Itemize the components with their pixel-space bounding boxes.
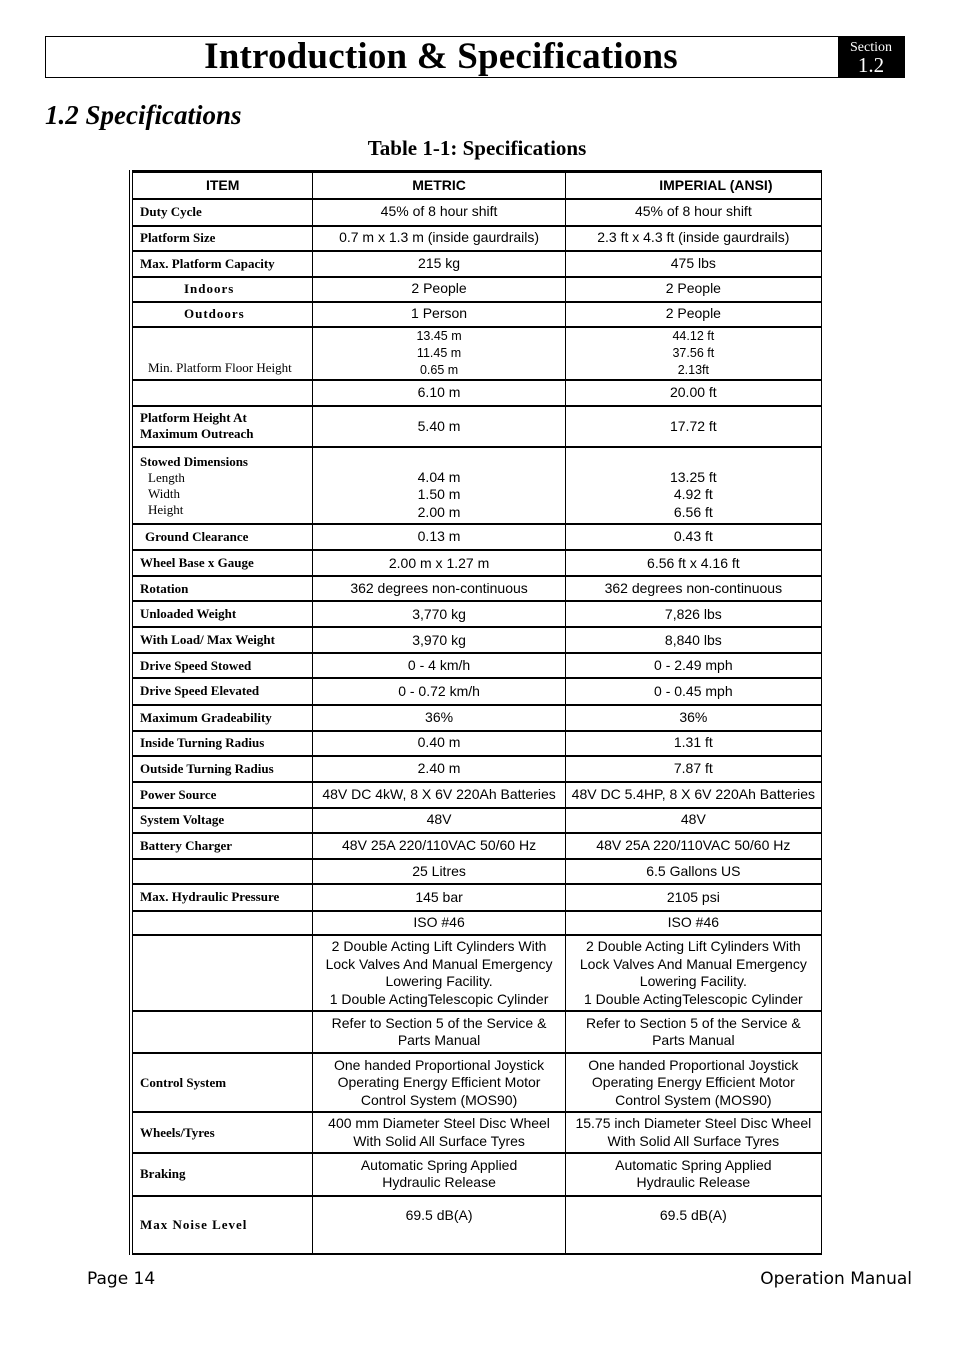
spec-imperial-value: 2.3 ft x 4.3 ft (inside gaurdrails) — [597, 229, 790, 246]
spec-imperial-cell — [565, 808, 821, 833]
spec-item-label: Rotation — [140, 580, 189, 596]
table-row — [131, 859, 822, 884]
spec-imperial-value: 36% — [679, 708, 708, 725]
table-row — [131, 199, 822, 226]
spec-imperial-cell — [565, 251, 821, 277]
spec-item-label: Maximum Outreach — [140, 426, 254, 442]
spec-imperial-value: 475 lbs — [670, 254, 716, 271]
spec-item-label: Stowed Dimensions — [140, 453, 248, 469]
spec-metric-value: Automatic Spring Applied — [360, 1156, 518, 1173]
table-row — [131, 808, 822, 833]
spec-metric-cell — [313, 1011, 565, 1053]
spec-item-cell — [131, 380, 313, 406]
spec-item-label: Unloaded Weight — [140, 606, 237, 622]
spec-metric-value: 11.45 m — [416, 345, 462, 360]
spec-metric-cell — [313, 601, 565, 627]
page-title: Introduction & Specifications — [204, 36, 678, 77]
spec-item-cell — [131, 935, 313, 1011]
spec-metric-value: 0.40 m — [417, 734, 461, 751]
spec-imperial-cell — [565, 576, 821, 601]
spec-item-cell — [131, 859, 313, 884]
spec-imperial-value: Operating Energy Efficient Motor — [591, 1074, 795, 1091]
spec-item-label: Min. Platform Floor Height — [148, 359, 292, 375]
spec-imperial-cell — [565, 1153, 821, 1195]
spec-item-cell — [131, 576, 313, 601]
spec-metric-cell — [313, 782, 565, 808]
spec-item-cell — [131, 678, 313, 704]
spec-metric-value: Refer to Section 5 of the Service & — [331, 1014, 547, 1031]
table-row — [131, 705, 822, 731]
column-header-metric: METRIC — [313, 172, 565, 199]
spec-subitem-label: Height — [148, 501, 184, 517]
spec-metric-cell — [313, 1112, 565, 1153]
spec-imperial-cell — [565, 601, 821, 627]
spec-imperial-value: One handed Proportional Joystick — [588, 1056, 799, 1073]
table-row — [131, 406, 822, 447]
spec-item-cell — [131, 627, 313, 653]
spec-metric-value: 0.65 m — [419, 362, 459, 377]
spec-item-cell — [131, 833, 313, 859]
spec-item-cell — [131, 1153, 313, 1195]
spec-item-cell — [131, 277, 313, 302]
spec-imperial-cell — [565, 447, 821, 524]
section-tag-label: Section — [850, 40, 892, 55]
table-row — [131, 627, 822, 653]
spec-item-cell — [131, 1112, 313, 1153]
spec-metric-cell — [313, 911, 565, 935]
spec-item-cell — [131, 302, 313, 327]
spec-metric-cell — [313, 380, 565, 406]
spec-imperial-cell — [565, 705, 821, 731]
spec-item-cell — [131, 251, 313, 277]
spec-imperial-value: 6.56 ft — [673, 503, 713, 520]
spec-metric-value: 36% — [425, 708, 454, 725]
table-row — [131, 678, 822, 704]
spec-imperial-value: Automatic Spring Applied — [615, 1156, 772, 1173]
spec-metric-value: Control System (MOS90) — [360, 1091, 518, 1108]
table-caption: Table 1-1: Specifications — [367, 136, 587, 160]
spec-metric-value: 0.7 m x 1.3 m (inside gaurdrails) — [339, 229, 540, 246]
spec-item-cell — [131, 911, 313, 935]
spec-item-label: Power Source — [140, 786, 217, 802]
spec-imperial-cell — [565, 1053, 821, 1112]
spec-imperial-value: ISO #46 — [667, 914, 720, 931]
spec-imperial-value: 7,826 lbs — [664, 605, 722, 622]
spec-imperial-cell — [565, 678, 821, 704]
spec-imperial-cell — [565, 226, 821, 251]
spec-metric-value: 1.50 m — [417, 486, 461, 503]
table-row — [131, 550, 822, 576]
spec-metric-cell — [313, 678, 565, 704]
spec-item-label: Wheel Base x Gauge — [140, 555, 254, 571]
table-row — [131, 302, 822, 327]
spec-metric-cell — [313, 705, 565, 731]
spec-imperial-cell — [565, 833, 821, 859]
spec-metric-cell — [313, 884, 565, 911]
spec-metric-cell — [313, 251, 565, 277]
spec-item-label: Outdoors — [184, 306, 245, 322]
spec-item-label: Max Noise Level — [140, 1216, 248, 1232]
spec-imperial-value: 6.5 Gallons US — [646, 862, 741, 879]
spec-metric-value: 1 Person — [411, 305, 468, 322]
table-row — [131, 911, 822, 935]
spec-item-cell — [131, 1196, 313, 1254]
spec-item-cell — [131, 1011, 313, 1053]
table-row — [131, 277, 822, 302]
spec-item-cell — [131, 327, 313, 380]
spec-metric-cell — [313, 1153, 565, 1195]
spec-imperial-cell — [565, 782, 821, 808]
spec-imperial-cell — [565, 1011, 821, 1053]
spec-imperial-cell — [565, 380, 821, 406]
spec-metric-cell — [313, 524, 565, 550]
spec-imperial-value: 13.25 ft — [669, 468, 717, 485]
spec-metric-value: 3,770 kg — [412, 605, 466, 622]
table-row — [131, 1053, 822, 1112]
table-row — [131, 782, 822, 808]
spec-item-cell — [131, 653, 313, 678]
spec-imperial-value: 2 Double Acting Lift Cylinders With — [585, 938, 801, 955]
spec-metric-value: 4.04 m — [417, 468, 461, 485]
spec-metric-value: 48V 25A 220/110VAC 50/60 Hz — [342, 837, 537, 854]
spec-imperial-value: 20.00 ft — [669, 384, 717, 401]
spec-item-label: Platform Size — [140, 230, 216, 246]
spec-item-label: Wheels/Tyres — [140, 1124, 215, 1140]
table-row — [131, 524, 822, 550]
spec-imperial-cell — [565, 1112, 821, 1153]
spec-item-cell — [131, 550, 313, 576]
table-row — [131, 884, 822, 911]
spec-imperial-cell — [565, 302, 821, 327]
spec-imperial-value: Hydraulic Release — [636, 1174, 751, 1191]
spec-metric-value: 145 bar — [415, 888, 463, 905]
spec-metric-cell — [313, 653, 565, 678]
table-row — [131, 1011, 822, 1053]
spec-item-label: Indoors — [184, 281, 235, 297]
spec-metric-value: 2 People — [411, 280, 467, 297]
spec-imperial-cell — [565, 935, 821, 1011]
spec-item-cell — [131, 601, 313, 627]
spec-item-cell — [131, 705, 313, 731]
spec-metric-value: 0 - 0.72 km/h — [398, 682, 480, 699]
spec-subitem-label: Width — [148, 485, 180, 501]
spec-imperial-cell — [565, 731, 821, 756]
spec-imperial-value: 48V DC 5.4HP, 8 X 6V 220Ah Batteries — [571, 785, 816, 802]
spec-imperial-value: 1.31 ft — [673, 734, 713, 751]
spec-metric-cell — [313, 447, 565, 524]
spec-item-label: Braking — [140, 1166, 186, 1182]
spec-metric-value: 0.13 m — [417, 528, 461, 545]
spec-item-label: Drive Speed Stowed — [140, 657, 252, 673]
spec-imperial-value: 2 People — [665, 280, 721, 297]
spec-imperial-cell — [565, 550, 821, 576]
spec-imperial-value: 6.56 ft x 4.16 ft — [647, 554, 740, 571]
spec-metric-cell — [313, 833, 565, 859]
spec-metric-cell — [313, 808, 565, 833]
spec-subitem-label: Length — [148, 469, 185, 485]
spec-item-cell — [131, 406, 313, 447]
spec-imperial-value: 69.5 dB(A) — [659, 1206, 727, 1223]
spec-imperial-cell — [565, 756, 821, 782]
spec-imperial-cell — [565, 327, 821, 380]
spec-imperial-cell — [565, 199, 821, 226]
spec-item-cell — [131, 884, 313, 911]
spec-imperial-value: Parts Manual — [652, 1032, 735, 1049]
spec-metric-value: 0 - 4 km/h — [407, 657, 471, 674]
spec-item-cell — [131, 199, 313, 226]
spec-item-cell — [131, 226, 313, 251]
spec-item-label: Outside Turning Radius — [140, 760, 274, 776]
table-row — [131, 935, 822, 1011]
spec-metric-value: 1 Double ActingTelescopic Cylinder — [329, 990, 549, 1007]
spec-item-label: Drive Speed Elevated — [140, 683, 260, 699]
spec-metric-cell — [313, 199, 565, 226]
spec-imperial-value: Lock Valves And Manual Emergency — [579, 955, 807, 972]
spec-metric-value: 5.40 m — [417, 417, 461, 434]
spec-imperial-value: Control System (MOS90) — [615, 1091, 772, 1108]
spec-imperial-value: 17.72 ft — [669, 417, 717, 434]
spec-metric-value: 3,970 kg — [412, 631, 466, 648]
spec-metric-cell — [313, 302, 565, 327]
spec-item-label: Duty Cycle — [140, 204, 202, 220]
spec-imperial-value: 2 People — [665, 305, 721, 322]
spec-item-cell — [131, 1053, 313, 1112]
spec-imperial-cell — [565, 911, 821, 935]
spec-imperial-cell — [565, 627, 821, 653]
spec-item-label: System Voltage — [140, 812, 225, 828]
table-row — [131, 833, 822, 859]
spec-item-cell — [131, 782, 313, 808]
spec-metric-cell — [313, 756, 565, 782]
spec-metric-cell — [313, 1196, 565, 1254]
spec-imperial-value: 8,840 lbs — [664, 631, 722, 648]
spec-metric-value: 2.00 m x 1.27 m — [388, 554, 490, 571]
section-tag — [838, 37, 904, 77]
spec-imperial-value: 7.87 ft — [673, 759, 713, 776]
spec-imperial-cell — [565, 1196, 821, 1254]
spec-metric-cell — [313, 859, 565, 884]
table-row — [131, 1153, 822, 1195]
spec-item-label: Ground Clearance — [145, 529, 249, 545]
spec-metric-cell — [313, 226, 565, 251]
section-heading: 1.2 Specifications — [45, 100, 242, 130]
table-row — [131, 576, 822, 601]
spec-metric-value: 48V — [426, 811, 452, 828]
spec-metric-value: Lowering Facility. — [385, 973, 493, 990]
spec-item-label: Maximum Gradeability — [140, 709, 272, 725]
footer-manual-name: Operation Manual — [760, 1269, 912, 1289]
spec-metric-value: One handed Proportional Joystick — [333, 1056, 545, 1073]
section-tag-number: 1.2 — [857, 53, 885, 77]
spec-metric-value: 362 degrees non-continuous — [350, 580, 528, 597]
table-row — [131, 731, 822, 756]
table-row — [131, 251, 822, 277]
spec-imperial-value: 4.92 ft — [673, 486, 713, 503]
table-row — [131, 1112, 822, 1153]
spec-metric-value: 25 Litres — [412, 862, 466, 879]
spec-item-cell — [131, 524, 313, 550]
spec-metric-cell — [313, 1053, 565, 1112]
spec-item-label: With Load/ Max Weight — [140, 632, 275, 648]
spec-metric-value: 48V DC 4kW, 8 X 6V 220Ah Batteries — [322, 785, 556, 802]
table-row — [131, 380, 822, 406]
table-row — [131, 327, 822, 380]
spec-metric-cell — [313, 731, 565, 756]
spec-metric-value: Operating Energy Efficient Motor — [337, 1074, 541, 1091]
spec-metric-cell — [313, 576, 565, 601]
spec-item-cell — [131, 756, 313, 782]
footer-page-number: Page 14 — [87, 1269, 156, 1289]
spec-metric-value: 13.45 m — [416, 328, 462, 343]
table-row — [131, 226, 822, 251]
spec-item-label: Platform Height At — [140, 410, 247, 426]
spec-imperial-cell — [565, 653, 821, 678]
spec-metric-value: Parts Manual — [397, 1032, 481, 1049]
spec-imperial-value: 44.12 ft — [672, 328, 715, 343]
table-row — [131, 653, 822, 678]
spec-item-cell — [131, 447, 313, 524]
spec-metric-cell — [313, 277, 565, 302]
spec-imperial-cell — [565, 524, 821, 550]
spec-metric-value: 215 kg — [418, 254, 461, 271]
column-header-item: ITEM — [131, 172, 313, 199]
page-header — [45, 36, 905, 78]
spec-metric-value: ISO #46 — [413, 914, 465, 931]
spec-imperial-value: Refer to Section 5 of the Service & — [585, 1014, 801, 1031]
spec-metric-value: Lock Valves And Manual Emergency — [325, 955, 553, 972]
spec-metric-value: With Solid All Surface Tyres — [353, 1132, 525, 1149]
spec-metric-value: 2.00 m — [417, 503, 461, 520]
spec-metric-cell — [313, 327, 565, 380]
spec-item-cell — [131, 731, 313, 756]
table-row — [131, 1196, 822, 1254]
table-row — [131, 447, 822, 524]
spec-imperial-value: With Solid All Surface Tyres — [607, 1132, 780, 1149]
spec-imperial-value: 1 Double ActingTelescopic Cylinder — [584, 990, 803, 1007]
spec-item-label: Battery Charger — [140, 837, 233, 853]
spec-metric-value: Hydraulic Release — [382, 1174, 496, 1191]
spec-imperial-value: 362 degrees non-continuous — [604, 580, 783, 597]
spec-imperial-value: 0 - 0.45 mph — [654, 682, 733, 699]
spec-imperial-value: 2.13ft — [677, 362, 709, 377]
table-row — [131, 601, 822, 627]
spec-imperial-cell — [565, 277, 821, 302]
specifications-table — [129, 170, 822, 1255]
spec-imperial-value: 0 - 2.49 mph — [654, 657, 733, 674]
spec-metric-cell — [313, 935, 565, 1011]
spec-metric-value: 45% of 8 hour shift — [380, 203, 498, 220]
spec-metric-value: 6.10 m — [417, 384, 461, 401]
spec-imperial-value: 2105 psi — [666, 888, 720, 905]
spec-item-label: Inside Turning Radius — [140, 735, 265, 751]
column-header-imperial: IMPERIAL (ANSI) — [565, 172, 821, 199]
spec-item-label: Max. Platform Capacity — [140, 255, 275, 271]
spec-imperial-value: 48V 25A 220/110VAC 50/60 Hz — [596, 837, 791, 854]
table-row — [131, 756, 822, 782]
spec-item-label: Max. Hydraulic Pressure — [140, 889, 280, 905]
spec-item-label: Control System — [140, 1074, 227, 1090]
spec-imperial-value: 15.75 inch Diameter Steel Disc Wheel — [575, 1115, 812, 1132]
spec-item-cell — [131, 808, 313, 833]
spec-imperial-value: 0.43 ft — [673, 528, 713, 545]
spec-imperial-cell — [565, 406, 821, 447]
table-header-row — [131, 172, 822, 199]
spec-imperial-cell — [565, 859, 821, 884]
spec-metric-cell — [313, 550, 565, 576]
spec-metric-value: 69.5 dB(A) — [405, 1206, 473, 1223]
spec-metric-value: 2.40 m — [417, 759, 461, 776]
spec-metric-cell — [313, 406, 565, 447]
spec-metric-cell — [313, 627, 565, 653]
spec-imperial-value: 37.56 ft — [672, 345, 715, 360]
spec-metric-value: 400 mm Diameter Steel Disc Wheel — [328, 1115, 550, 1132]
spec-metric-value: 2 Double Acting Lift Cylinders With — [331, 938, 547, 955]
spec-imperial-value: Lowering Facility. — [639, 973, 747, 990]
spec-imperial-value: 45% of 8 hour shift — [634, 203, 752, 220]
spec-imperial-value: 48V — [680, 811, 706, 828]
spec-imperial-cell — [565, 884, 821, 911]
